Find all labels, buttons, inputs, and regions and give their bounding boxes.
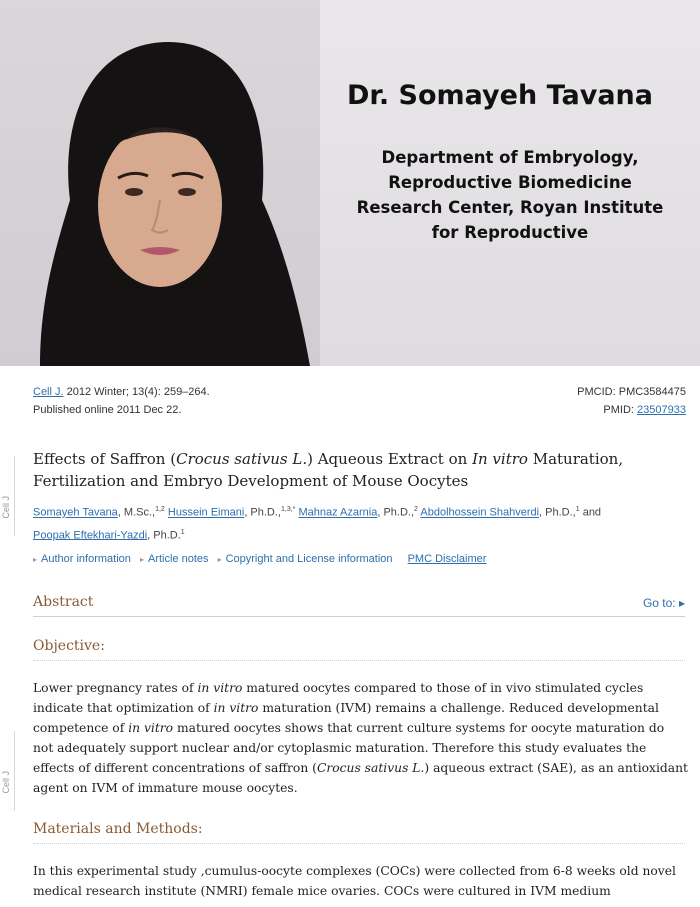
title-text: Effects of Saffron ( bbox=[33, 450, 177, 468]
doctor-name: Dr. Somayeh Tavana bbox=[346, 80, 653, 111]
pmcid: PMCID: PMC3584475 bbox=[577, 386, 686, 398]
citation-issue: 2012 Winter; 13(4): 259–264. bbox=[63, 386, 210, 398]
author-link[interactable]: Poopak Eftekhari-Yazdi bbox=[33, 529, 148, 542]
goto-button[interactable]: Go to: ▸ bbox=[642, 596, 685, 610]
article-info-tabs bbox=[33, 553, 486, 565]
paragraph-text: maturation (IVM) remains a challenge. Reduced developmental competence of bbox=[33, 701, 659, 735]
article-page bbox=[0, 366, 700, 907]
side-tab-label: Cell J bbox=[1, 771, 11, 794]
triangle-right-icon: ▸ bbox=[33, 555, 38, 564]
author-degree: , Ph.D. bbox=[147, 529, 181, 542]
methods-heading: Materials and Methods: bbox=[33, 821, 685, 844]
side-tab-label: Cell J bbox=[1, 496, 11, 519]
title-text: ) Aqueous Extract on bbox=[307, 450, 473, 468]
author-degree: , M.Sc., bbox=[117, 506, 156, 519]
author-list bbox=[33, 500, 683, 545]
author-affiliation: 1 bbox=[180, 528, 185, 536]
tab-author-information[interactable]: Author information bbox=[41, 553, 131, 565]
author-link[interactable]: Hussein Eimani bbox=[167, 506, 245, 519]
author-affiliation: 2 bbox=[414, 506, 418, 513]
italic-text: Crocus sativus L. bbox=[316, 761, 425, 775]
author-link[interactable]: Mahnaz Azarnia bbox=[298, 506, 378, 519]
italic-text: in vitro bbox=[128, 721, 174, 735]
author-affiliation: 1,2 bbox=[155, 506, 165, 513]
profile-banner bbox=[0, 0, 700, 366]
author-degree: , Ph.D., bbox=[377, 506, 415, 519]
department-text: Department of Embryology, Reproductive Biomedicine Research Center, Royan Institute for Reproductive bbox=[356, 148, 664, 242]
title-italic: Crocus sativus L. bbox=[176, 450, 308, 468]
portrait-illustration bbox=[0, 0, 320, 366]
side-tab-top[interactable] bbox=[0, 456, 15, 536]
pmid-label: PMID: bbox=[603, 404, 638, 416]
pmid-line bbox=[603, 404, 686, 416]
objective-heading: Objective: bbox=[33, 638, 685, 661]
author-affiliation: 1 bbox=[575, 506, 580, 513]
article-title bbox=[33, 448, 673, 492]
paragraph-text: matured oocytes compared to those of in vivo stimulated cycles indicate that optimization of bbox=[33, 681, 644, 715]
objective-paragraph bbox=[33, 678, 688, 798]
published-date: Published online 2011 Dec 22. bbox=[33, 404, 182, 416]
pmc-disclaimer-link[interactable]: PMC Disclaimer bbox=[407, 553, 487, 565]
paragraph-text: Lower pregnancy rates of bbox=[33, 681, 198, 695]
pmid-link[interactable]: 23507933 bbox=[637, 404, 686, 416]
abstract-heading: Abstract bbox=[33, 594, 685, 617]
title-italic: In vitro bbox=[472, 450, 528, 468]
italic-text: in vitro bbox=[213, 701, 259, 715]
italic-text: in vitro bbox=[197, 681, 243, 695]
title-text: Maturation, Fertilization and Embryo Development of Mouse Oocytes bbox=[33, 450, 624, 490]
tab-article-notes[interactable]: Article notes bbox=[147, 553, 209, 565]
paragraph-text: matured oocytes shows that current culture systems for oocyte maturation do not adequately support nuclear and/or cytoplasmic maturation. Therefore this study evaluates the effects of different concentrations of saffron ( bbox=[33, 721, 665, 775]
portrait-photo bbox=[0, 0, 320, 366]
citation-line bbox=[33, 386, 210, 398]
triangle-right-icon: ▸ bbox=[217, 555, 222, 564]
journal-link[interactable]: Cell J. bbox=[33, 386, 64, 398]
tab-copyright[interactable]: Copyright and License information bbox=[225, 553, 393, 565]
side-tab-bottom[interactable] bbox=[0, 731, 15, 811]
author-affiliation: 1,3,* bbox=[281, 506, 296, 513]
triangle-right-icon: ▸ bbox=[139, 555, 144, 564]
methods-paragraph: In this experimental study ,cumulus-oocyte complexes (COCs) were collected from 6-8 weeks old novel medical research institute (NMRI) female mice ovaries. COCs were cultured in IVM medium bbox=[33, 864, 676, 898]
author-and: and bbox=[579, 506, 602, 519]
author-link[interactable]: Somayeh Tavana bbox=[33, 506, 118, 519]
author-degree: , Ph.D., bbox=[244, 506, 281, 519]
author-link[interactable]: Abdolhossein Shahverdi bbox=[420, 506, 540, 519]
author-degree: , Ph.D., bbox=[539, 506, 576, 519]
paragraph-text: ) aqueous extract (SAE), as an antioxidant agent on IVM of immature mouse oocytes. bbox=[33, 761, 688, 795]
